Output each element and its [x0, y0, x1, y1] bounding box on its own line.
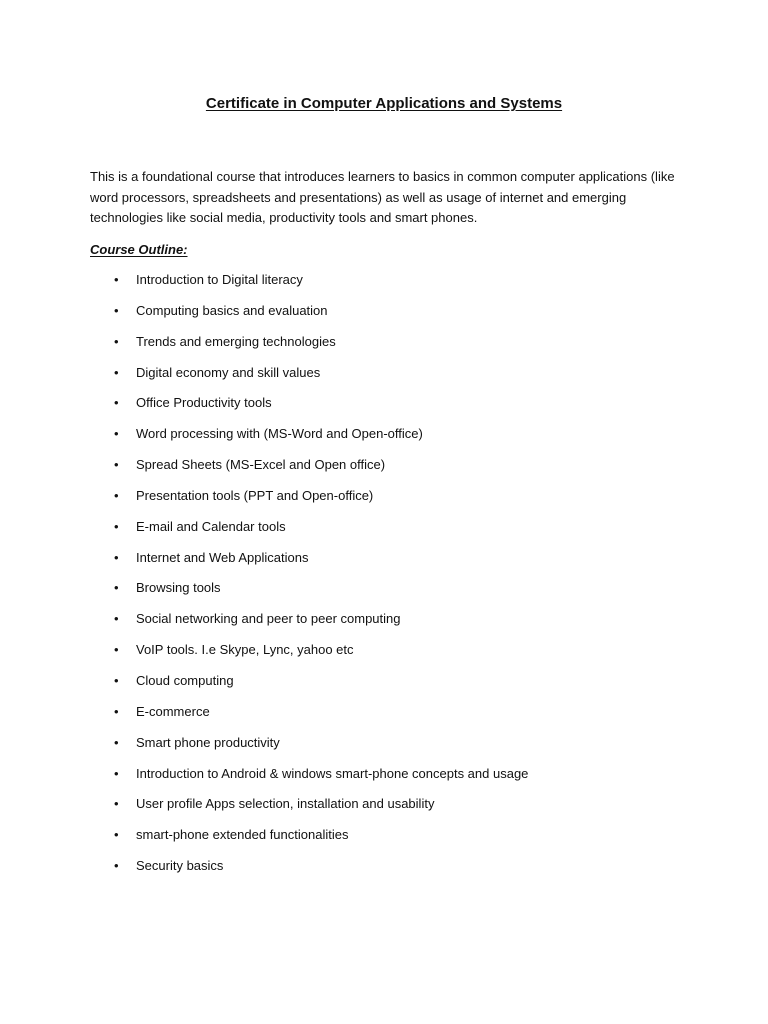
- bullet-icon: •: [114, 796, 119, 812]
- list-item-label: Introduction to Android & windows smart-phone concepts and usage: [136, 765, 529, 781]
- list-item-label: Word processing with (MS-Word and Open-office): [136, 426, 423, 442]
- list-item-label: Presentation tools (PPT and Open-office): [136, 487, 374, 503]
- bullet-icon: •: [114, 672, 119, 688]
- bullet-icon: •: [114, 426, 119, 442]
- list-item-label: VoIP tools. I.e Skype, Lync, yahoo etc: [136, 642, 354, 658]
- list-item-label: Introduction to Digital literacy: [136, 272, 303, 287]
- bullet-icon: •: [114, 765, 119, 781]
- list-item-label: Smart phone productivity: [136, 734, 280, 750]
- bullet-icon: •: [114, 395, 119, 411]
- list-item-label: Social networking and peer to peer computing: [136, 611, 401, 627]
- bullet-icon: •: [114, 457, 119, 473]
- bullet-icon: •: [114, 487, 119, 503]
- bullet-icon: •: [114, 272, 119, 287]
- bullet-icon: •: [114, 580, 119, 596]
- bullet-icon: •: [114, 333, 119, 349]
- document-title: [0, 94, 768, 114]
- bullet-icon: •: [114, 302, 119, 318]
- list-item-label: E-mail and Calendar tools: [136, 518, 286, 534]
- bullet-icon: •: [114, 734, 119, 750]
- list-item-label: Computing basics and evaluation: [136, 302, 328, 318]
- list-item-label: Cloud computing: [136, 672, 234, 688]
- bullet-icon: •: [114, 827, 119, 843]
- bullet-icon: •: [114, 703, 119, 719]
- list-item-label: Trends and emerging technologies: [136, 333, 336, 349]
- list-item-label: E-commerce: [136, 703, 210, 719]
- document-title-text: Certificate in Computer Applications and Systems: [205, 95, 563, 112]
- bullet-icon: •: [114, 858, 119, 874]
- bullet-icon: •: [114, 642, 119, 658]
- list-item-label: Browsing tools: [136, 580, 221, 596]
- list-item-label: Internet and Web Applications: [136, 549, 309, 565]
- bullet-icon: •: [114, 364, 119, 380]
- list-item-label: Spread Sheets (MS-Excel and Open office): [136, 457, 386, 473]
- course-outline-heading: Course Outline:: [90, 242, 188, 257]
- list-item-label: Security basics: [136, 858, 224, 874]
- intro-paragraph: This is a foundational course that introduces learners to basics in common computer applications (like word processors, spreadsheets and presentations) as well as usage of internet and emerging technologies like social media, productivity tools and smart phones.: [90, 169, 675, 225]
- list-item-label: smart-phone extended functionalities: [136, 827, 349, 843]
- list-item-label: Office Productivity tools: [136, 395, 272, 411]
- list-item-label: User profile Apps selection, installation and usability: [136, 796, 435, 812]
- bullet-icon: •: [114, 549, 119, 565]
- list-item-label: Digital economy and skill values: [136, 364, 321, 380]
- bullet-icon: •: [114, 611, 119, 627]
- bullet-icon: •: [114, 518, 119, 534]
